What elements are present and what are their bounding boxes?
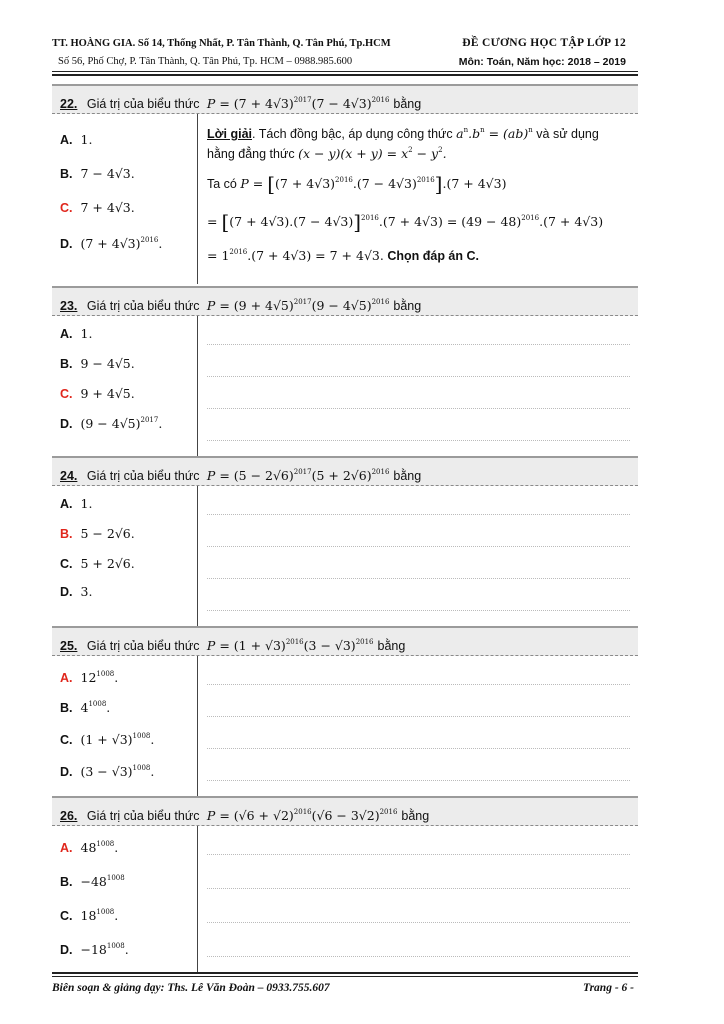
question-header: 24. Giá trị của biểu thức $P = (5 - 2√6)^{2017}(5 + 2√6)^{2016}$ bằng xyxy=(52,456,638,486)
answer-line xyxy=(207,748,630,749)
question-prompt: Giá trị của biểu thức xyxy=(86,469,200,483)
header-document-title: ĐỀ CƯƠNG HỌC TẬP LỚP 12 xyxy=(462,37,626,49)
header-center-address: TT. HOÀNG GIA. Số 14, Thống Nhất, P. Tân Thành, Q. Tân Phú, Tp.HCM xyxy=(52,38,391,49)
footer-author: Biên soạn & giảng dạy: Ths. Lê Văn Đoàn – 0933.755.607 xyxy=(52,982,330,994)
question-header: 25. Giá trị của biểu thức $P = (1 + √3)^{2016}(3 - √3)^{2016}$ bằng xyxy=(52,626,638,656)
question-number: 25. xyxy=(60,639,78,653)
solution-conclusion: Chọn đáp án C. xyxy=(387,249,479,263)
answer-line xyxy=(207,922,630,923)
solution-line-5: = $1^{2016}.(7 + 4√3) = 7 + 4√3$. Chọn đáp án C. xyxy=(207,248,479,263)
question-prompt: Giá trị của biểu thức xyxy=(86,809,200,823)
solution-label: Lời giải xyxy=(207,127,253,141)
question-body xyxy=(52,826,638,972)
answer-line xyxy=(207,578,630,579)
solution-line-3: Ta có $P = [(7 + 4√3)^{2016}.(7 - 4√3)^{2016}].(7 + 4√3)$ xyxy=(207,172,507,196)
question-suffix: bằng xyxy=(377,639,406,653)
question-23 xyxy=(52,286,638,456)
question-prompt: Giá trị của biểu thức xyxy=(86,299,200,313)
question-number: 24. xyxy=(60,469,78,483)
option-d[interactable]: D. $-18^{1008}$. xyxy=(60,942,129,957)
header-rule xyxy=(52,71,638,72)
answer-line xyxy=(207,546,630,547)
header-rule-thick xyxy=(52,74,638,76)
option-b[interactable]: B. $-48^{1008}$ xyxy=(60,874,125,889)
question-header: 26. Giá trị của biểu thức $P = (√6 + √2)^{2016}(√6 - 3√2)^{2016}$ bằng xyxy=(52,796,638,826)
footer-rule xyxy=(52,976,638,977)
option-d[interactable]: D. $(3 - √3)^{1008}$. xyxy=(60,764,155,779)
option-c[interactable]: C. 9 + 4√5. xyxy=(60,386,135,401)
header-branch-address: Số 56, Phố Chợ, P. Tân Thành, Q. Tân Phú, Tp. HCM – 0988.985.600 xyxy=(58,56,353,67)
solution-area xyxy=(199,114,638,284)
answer-line xyxy=(207,780,630,781)
question-prompt: Giá trị của biểu thức xyxy=(86,639,200,653)
question-number: 22. xyxy=(60,97,78,111)
options-column xyxy=(52,316,198,456)
solution-line-1: Lời giải. Tách đồng bậc, áp dụng công thức $a^n.b^n = (ab)^n$ và sử dụng xyxy=(207,126,599,141)
question-header: 22. Giá trị của biểu thức $P = (7 + 4√3)^{2017}(7 - 4√3)^{2016}$ bằng xyxy=(52,84,638,114)
option-d[interactable]: D. $(7 + 4√3)^{2016}$. xyxy=(60,236,163,251)
question-number: 26. xyxy=(60,809,78,823)
page-number: Trang - 6 - xyxy=(582,982,634,994)
answer-area[interactable] xyxy=(199,656,638,796)
answer-line xyxy=(207,854,630,855)
question-header: 23. Giá trị của biểu thức $P = (9 + 4√5)^{2017}(9 - 4√5)^{2016}$ bằng xyxy=(52,286,638,316)
answer-line xyxy=(207,716,630,717)
solution-line-2: hằng đẳng thức $(x - y)(x + y) = x^2 - y^2$. xyxy=(207,146,447,161)
option-d[interactable]: D. $(9 - 4√5)^{2017}$. xyxy=(60,416,163,431)
question-expression: P xyxy=(202,298,216,313)
option-b[interactable]: B. 5 − 2√6. xyxy=(60,526,135,541)
question-number: 23. xyxy=(60,299,78,313)
question-body xyxy=(52,114,638,284)
option-a[interactable]: A. 1. xyxy=(60,326,93,341)
answer-line xyxy=(207,376,630,377)
option-c[interactable]: C. $(1 + √3)^{1008}$. xyxy=(60,732,155,747)
options-column xyxy=(52,486,198,626)
question-24 xyxy=(52,456,638,626)
answer-line xyxy=(207,440,630,441)
option-b[interactable]: B. 7 − 4√3. xyxy=(60,166,135,181)
option-a[interactable]: A. 1. xyxy=(60,496,93,511)
question-25 xyxy=(52,626,638,796)
option-d[interactable]: D. 3. xyxy=(60,584,93,599)
answer-area[interactable] xyxy=(199,486,638,626)
question-body xyxy=(52,656,638,796)
question-26 xyxy=(52,796,638,972)
option-a[interactable]: A. $48^{1008}$. xyxy=(60,840,119,855)
option-b[interactable]: B. 9 − 4√5. xyxy=(60,356,135,371)
options-column xyxy=(52,656,198,796)
question-expression: P xyxy=(202,468,216,483)
question-expression: P xyxy=(202,638,216,653)
answer-line xyxy=(207,610,630,611)
question-suffix: bằng xyxy=(393,97,422,111)
solution-line-4: = $[(7 + 4√3).(7 - 4√3)]^{2016}.(7 + 4√3) = (49 - 48)^{2016}.(7 + 4√3)$ xyxy=(207,210,604,234)
answer-line xyxy=(207,888,630,889)
option-b[interactable]: B. $4^{1008}$. xyxy=(60,700,111,715)
question-body xyxy=(52,486,638,626)
answer-line xyxy=(207,956,630,957)
question-suffix: bằng xyxy=(401,809,430,823)
option-c[interactable]: C. 7 + 4√3. xyxy=(60,200,135,215)
answer-line xyxy=(207,514,630,515)
answer-area[interactable] xyxy=(199,316,638,456)
options-column xyxy=(52,826,198,972)
answer-line xyxy=(207,344,630,345)
option-a[interactable]: A. 1. xyxy=(60,132,93,147)
answer-line xyxy=(207,684,630,685)
question-22 xyxy=(52,84,638,284)
option-c[interactable]: C. 5 + 2√6. xyxy=(60,556,135,571)
answer-area[interactable] xyxy=(199,826,638,972)
question-body xyxy=(52,316,638,456)
question-expression: P xyxy=(202,96,216,111)
question-expression: P xyxy=(202,808,216,823)
question-prompt: Giá trị của biểu thức xyxy=(86,97,200,111)
option-c[interactable]: C. $18^{1008}$. xyxy=(60,908,119,923)
question-suffix: bằng xyxy=(393,469,422,483)
page-header xyxy=(52,36,638,72)
option-a[interactable]: A. $12^{1008}$. xyxy=(60,670,119,685)
question-suffix: bằng xyxy=(393,299,422,313)
options-column xyxy=(52,114,198,284)
answer-line xyxy=(207,408,630,409)
header-subject-year: Môn: Toán, Năm học: 2018 – 2019 xyxy=(458,56,626,68)
footer-rule-thick xyxy=(52,972,638,974)
